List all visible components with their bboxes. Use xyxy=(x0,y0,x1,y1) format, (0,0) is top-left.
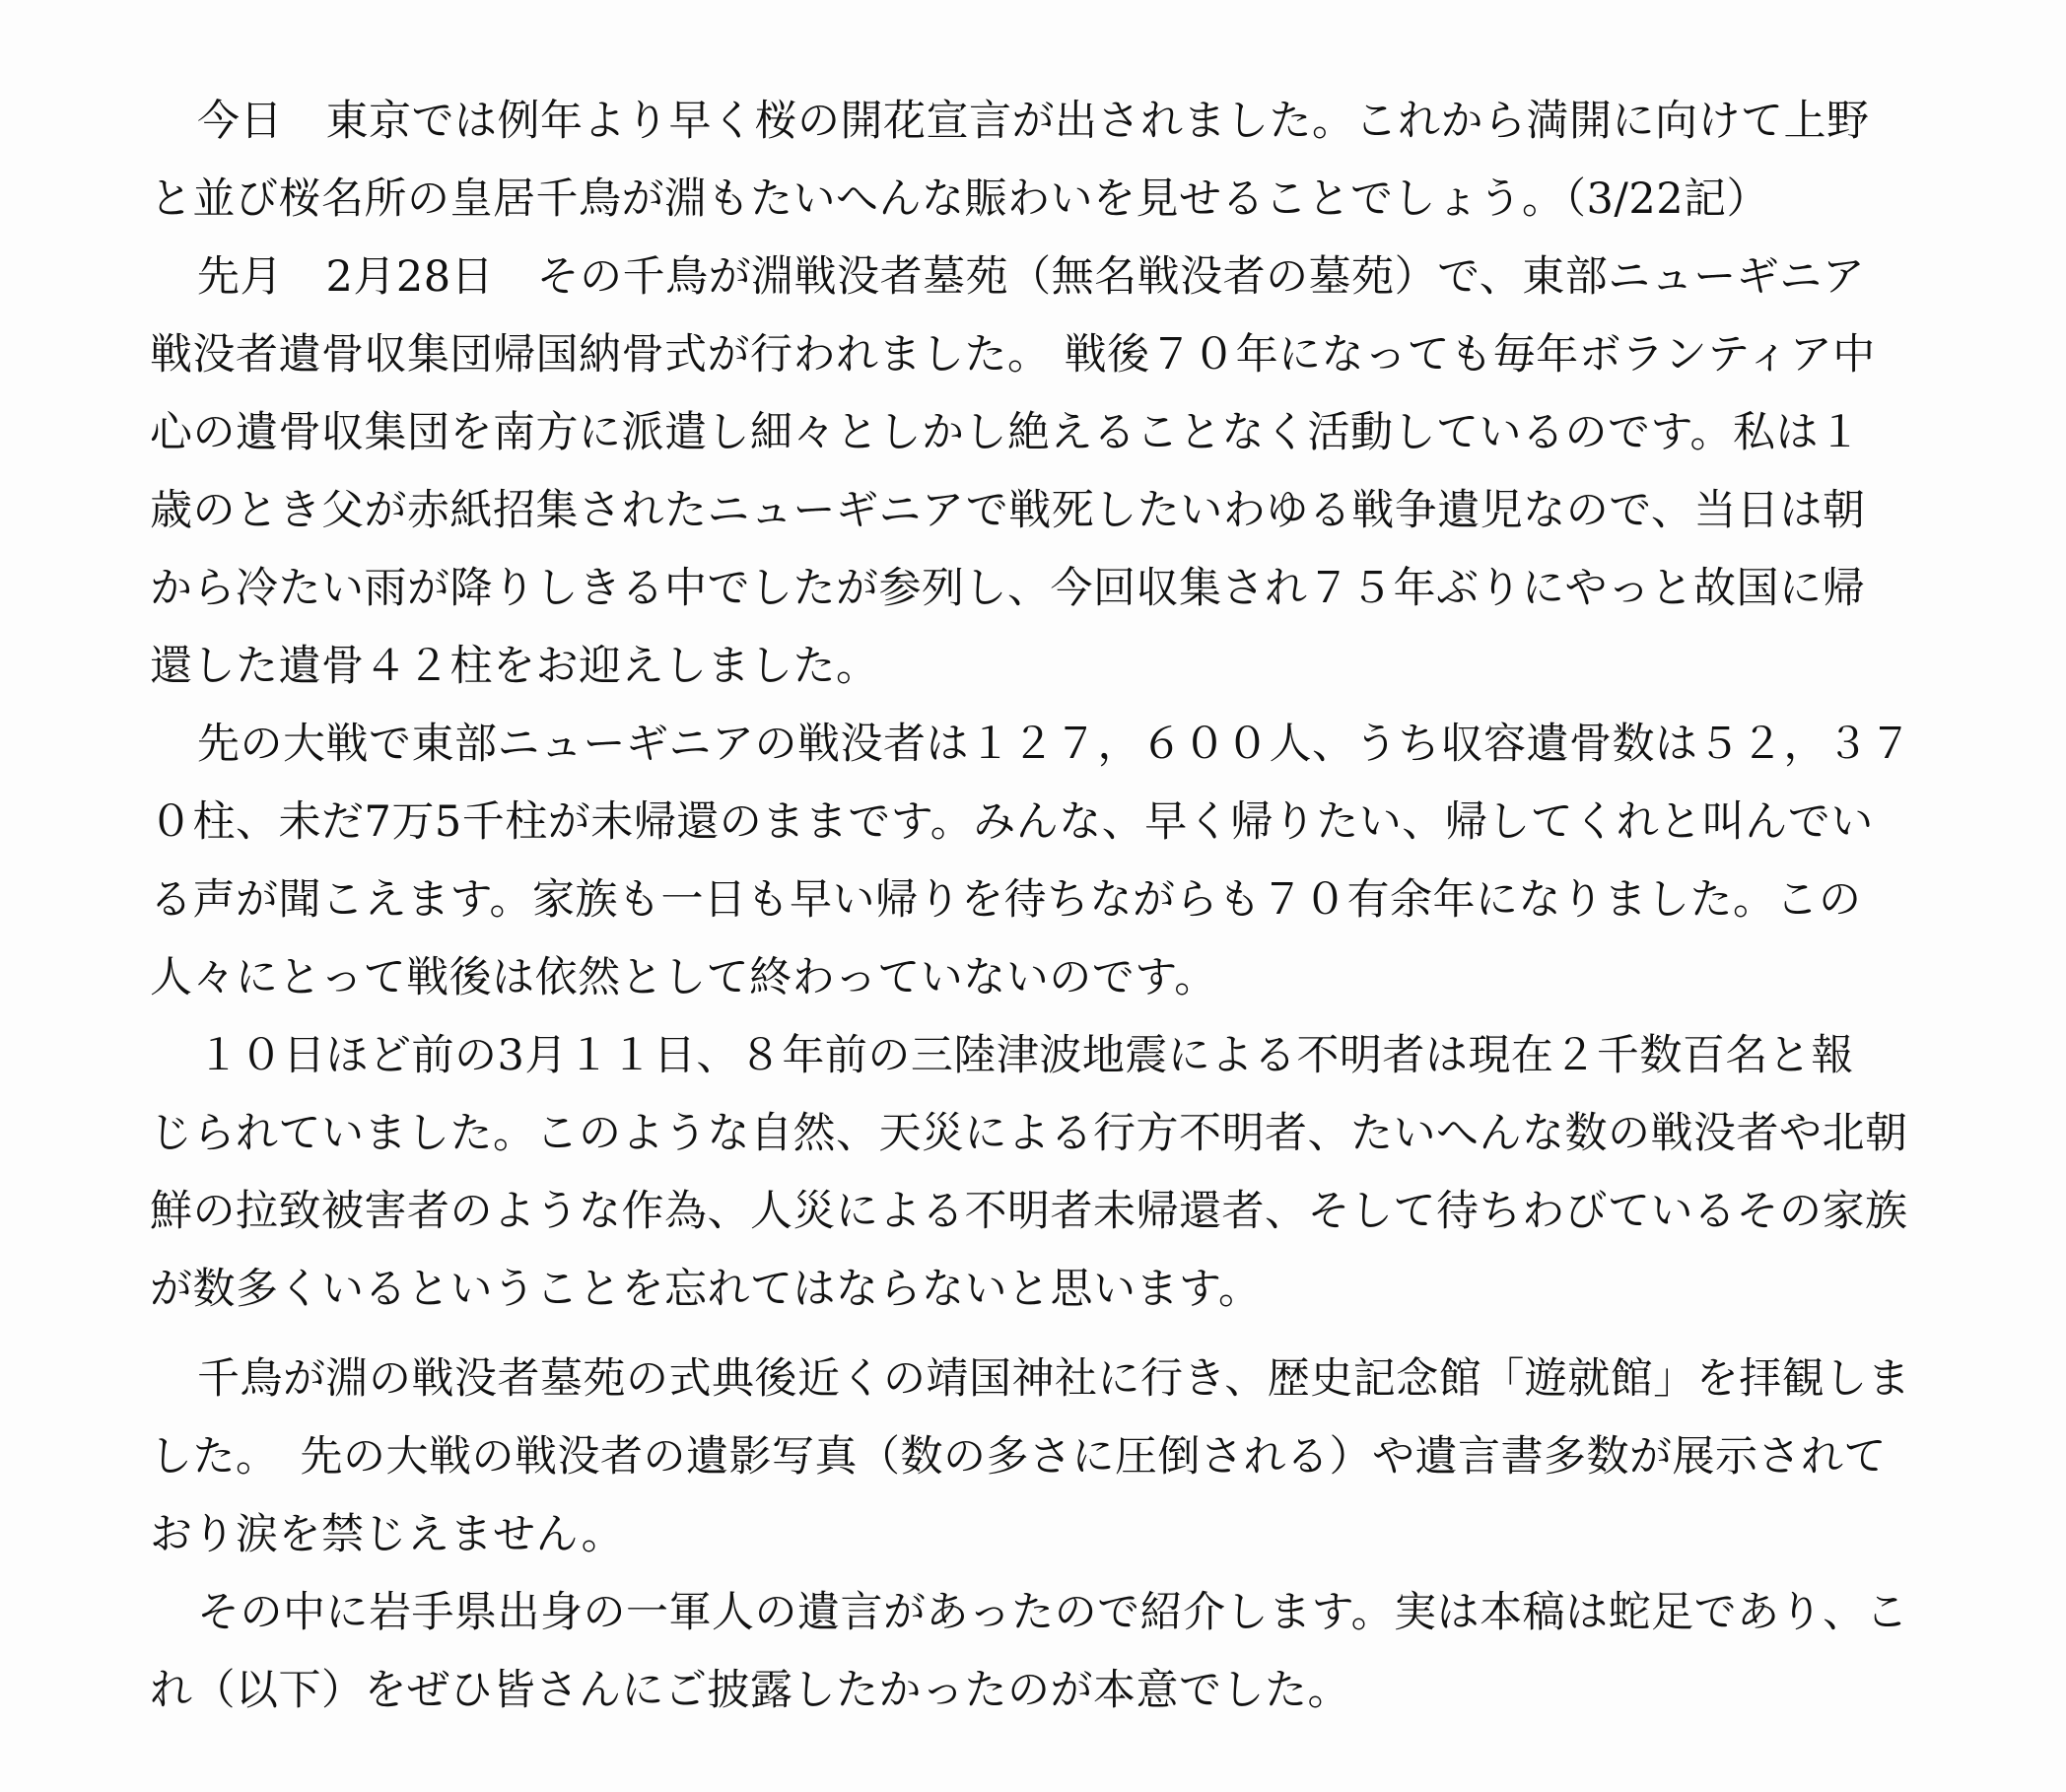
text-line: 還した遺骨４２柱をお迎えしました。 xyxy=(150,642,879,691)
text-line: 先の大戦で東部ニューギニアの戦没者は１２７，６００人、うち収容遺骨数は５２，３７ xyxy=(197,720,1912,769)
text-section-1 xyxy=(150,83,1912,1329)
text-line: から冷たい雨が降りしきる中でしたが参列し、今回収集され７５年ぶりにやっと故国に帰 xyxy=(150,564,1865,613)
text-line: １０日ほど前の3月１１日、８年前の三陸津波地震による不明者は現在２千数百名と報 xyxy=(197,1031,1854,1080)
text-line: と並び桜名所の皇居千鳥が淵もたいへんな賑わいを見せることでしょう。（3/22記） xyxy=(150,174,1770,224)
text-line: が数多くいるということを忘れてはならないと思います。 xyxy=(150,1265,1262,1314)
text-line: れ（以下）をぜひ皆さんにご披露したかったのが本意でした。 xyxy=(150,1666,1350,1715)
text-line: した。 先の大戦の戦没者の遺影写真（数の多さに圧倒される）や遺言書多数が展示されて xyxy=(150,1432,1887,1482)
text-line: 千鳥が淵の戦没者墓苑の式典後近くの靖国神社に行き、歴史記念館「遊就館」を拝観しま xyxy=(197,1354,1911,1404)
text-line: 今日 東京では例年より早く桜の開花宣言が出されました。これから満開に向けて上野 xyxy=(197,97,1870,146)
text-line: 歳のとき父が赤紙招集されたニューギニアで戦死したいわゆる戦争遺児なので、当日は朝 xyxy=(150,486,1866,535)
text-line: じられていました。このような自然、天災による行方不明者、たいへんな数の戦没者や北朝 xyxy=(150,1109,1908,1158)
text-line: おり涙を禁じえません。 xyxy=(150,1510,625,1559)
text-line: その中に岩手県出身の一軍人の遺言があったので紹介します。実は本稿は蛇足であり、こ xyxy=(197,1588,1909,1637)
text-line: 心の遺骨収集団を南方に派遣し細々としかし絶えることなく活動しているのです。私は１ xyxy=(150,408,1862,457)
text-line: ０柱、未だ7万5千柱が未帰還のままです。みんな、早く帰りたい、帰してくれと叫んでい xyxy=(150,797,1874,847)
text-line: 先月 2月28日 その千鳥が淵戦没者墓苑（無名戦没者の墓苑）で、東部ニューギニア xyxy=(197,252,1866,302)
text-line: 戦没者遺骨収集団帰国納骨式が行われました。 戦後７０年になっても毎年ボランティア中 xyxy=(150,330,1876,379)
text-line: 鮮の拉致被害者のような作為、人災による不明者未帰還者、そして待ちわびているその家族 xyxy=(150,1187,1908,1236)
text-line: 人々にとって戦後は依然として終わっていないのです。 xyxy=(150,953,1217,1002)
text-line: る声が聞こえます。家族も一日も早い帰りを待ちながらも７０有余年になりました。この xyxy=(150,875,1862,925)
text-section-2 xyxy=(150,1341,1911,1730)
